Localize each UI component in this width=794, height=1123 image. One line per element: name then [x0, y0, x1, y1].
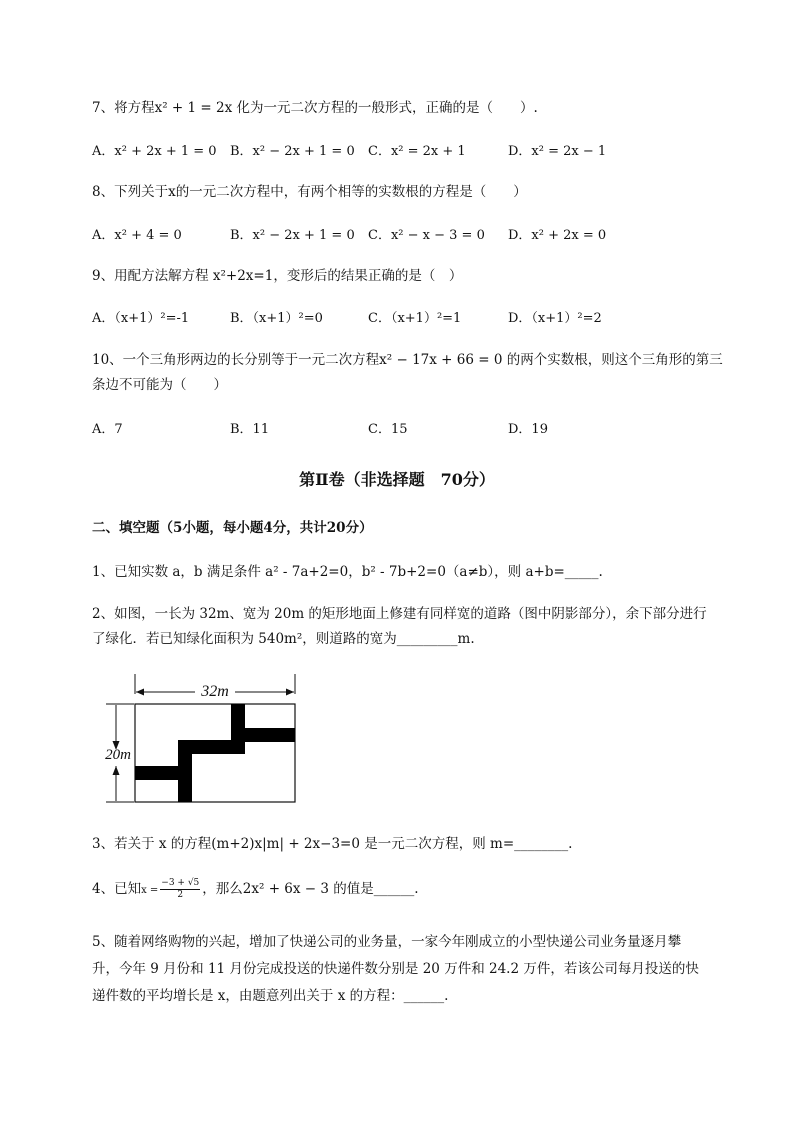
question-10-option-d: D．19 — [508, 422, 548, 437]
question-9-option-d: D．（x+1）²=2 — [508, 311, 602, 326]
question-7-option-b: B．x² − 2x + 1 = 0 — [230, 144, 355, 159]
question-9-option-b: B．（x+1）²=0 — [230, 311, 323, 326]
question-9-option-c: C．（x+1）²=1 — [368, 311, 462, 326]
question-8-option-c: C．x² − x − 3 = 0 — [368, 228, 485, 243]
fill-question-5-line-3: 递件数的平均增长是 x，由题意列出关于 x 的方程：______. — [92, 988, 449, 1004]
height-label: 20m — [105, 747, 131, 763]
question-8-option-b: B．x² − 2x + 1 = 0 — [230, 228, 355, 243]
q4-x: x = — [141, 885, 159, 896]
q4-suffix: ，那么2x² + 6x − 3 的值是______. — [202, 881, 419, 897]
question-7-option-c: C．x² = 2x + 1 — [368, 144, 466, 159]
question-8-stem: 8、下列关于x的一元二次方程中，有两个相等的实数根的方程是（ ） — [92, 184, 527, 200]
question-10-option-c: C．15 — [368, 422, 408, 437]
section-title: 第Ⅱ卷（非选择题 70分） — [299, 470, 495, 489]
q4-numerator: −3 + √5 — [161, 878, 200, 888]
fill-question-1: 1、已知实数 a，b 满足条件 a² - 7a+2=0，b² - 7b+2=0（a≠b），则 a+b=_____. — [92, 564, 603, 580]
question-10-stem-line-2: 条边不可能为（ ） — [92, 377, 227, 393]
fill-question-3: 3、若关于 x 的方程(m+2)x|m| + 2x−3=0 是一元二次方程，则 m=________. — [92, 836, 573, 852]
question-10-stem-line-1: 10、一个三角形两边的长分别等于一元二次方程x² − 17x + 66 = 0 的两个实数根，则这个三角形的第三 — [92, 352, 723, 368]
q4-fraction — [160, 878, 200, 901]
question-7-stem: 7、将方程x² + 1 = 2x 化为一元二次方程的一般形式，正确的是（ ）. — [92, 100, 538, 116]
question-9-option-a: A．（x+1）²=-1 — [92, 311, 190, 326]
fill-in-heading: 二、填空题（5小题，每小题4分，共计20分） — [92, 520, 373, 536]
fill-question-5-line-1: 5、随着网络购物的兴起，增加了快递公司的业务量，一家今年刚成立的小型快递公司业务量逐月攀 — [92, 934, 682, 950]
fill-question-2-line-1: 2、如图，一长为 32m、宽为 20m 的矩形地面上修建有同样宽的道路（图中阴影部分），余下部分进行 — [92, 606, 707, 622]
question-10-option-b: B．11 — [230, 422, 270, 437]
q4-prefix: 4、已知 — [92, 881, 142, 897]
question-9-stem: 9、用配方法解方程 x²+2x=1，变形后的结果正确的是（ ） — [92, 268, 463, 284]
question-7-option-a: A．x² + 2x + 1 = 0 — [92, 144, 217, 159]
road-diagram — [100, 672, 310, 812]
question-8-option-d: D．x² + 2x = 0 — [508, 228, 607, 243]
fill-question-5-line-2: 升，今年 9 月份和 11 月份完成投送的快递件数分别是 20 万件和 24.2 万件，若该公司每月投送的快 — [92, 961, 699, 977]
width-label: 32m — [201, 683, 229, 700]
question-7-option-d: D．x² = 2x − 1 — [508, 144, 607, 159]
question-8-option-a: A．x² + 4 = 0 — [92, 228, 182, 243]
question-10-option-a: A．7 — [92, 422, 123, 437]
q4-denominator: 2 — [177, 890, 184, 900]
fill-question-4 — [92, 878, 419, 901]
fill-question-2-line-2: 了绿化．若已知绿化面积为 540m²，则道路的宽为_________m. — [92, 631, 475, 647]
